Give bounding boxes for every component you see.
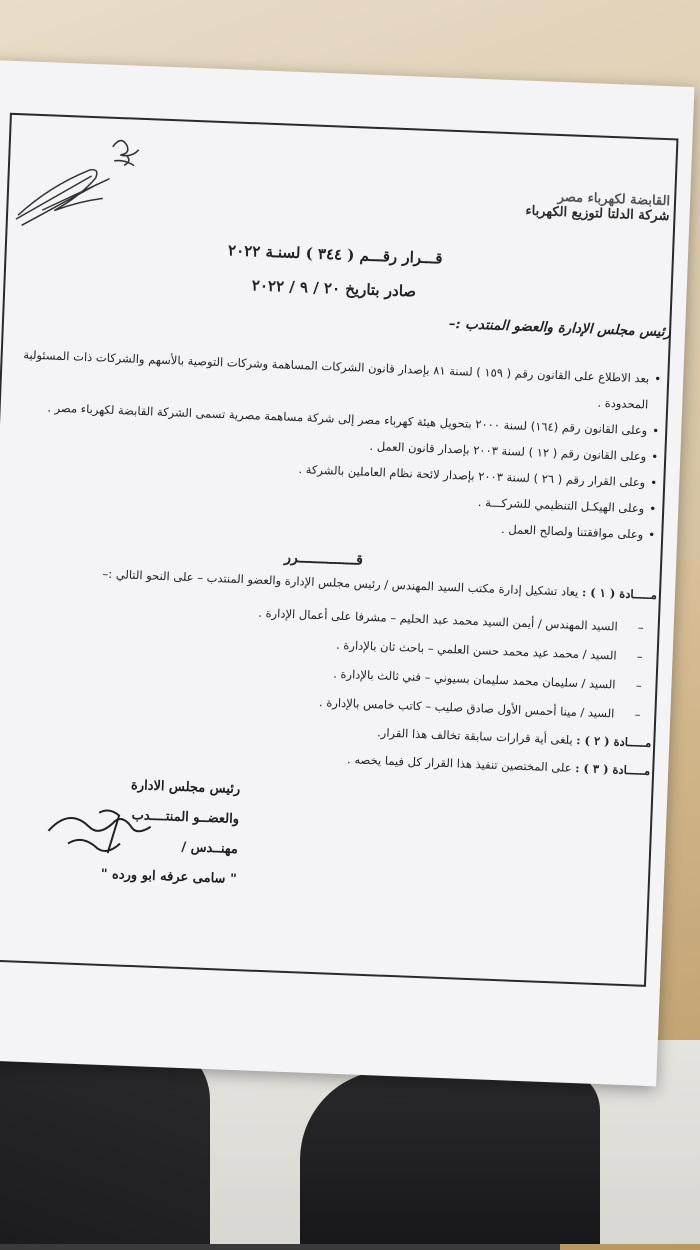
recitals-list: [15, 341, 662, 547]
recital-item: • وعلى موافقتنا ولصالح العمل .: [15, 497, 656, 548]
member-item: – السيد / محمد عيد محمد حسن العلمي – باحث ثان بالإدارة .: [42, 619, 643, 671]
issue-date: صادر بتاريخ ٢٠ / ٩ / ٢٠٢٢: [251, 276, 417, 301]
addressee: رئيس مجلس الإدارة والعضو المنتدب :–: [448, 315, 672, 341]
dark-cloth-left: [0, 1040, 210, 1244]
signatory-name: " سامى عرفه ابو ورده ": [100, 866, 238, 888]
company-header: [525, 189, 670, 225]
article-3-label: مـــــادة ( ٣ ) :: [574, 760, 651, 778]
decision-paper: [0, 60, 694, 1086]
signature-title-chairman: رئيس مجلس الادارة: [130, 777, 241, 798]
holding-company-name: القابضة لكهرباء مصر: [557, 189, 671, 210]
recital-item: • وعلى القرار رقم ( ٢٦ ) لسنة ٢٠٠٣ بإصدار لائحة نظام العاملين بالشركة .: [17, 445, 658, 496]
company-name: شركة الدلتا لتوزيع الكهرباء: [525, 203, 670, 225]
recital-item: • وعلى القانون رقم (١٦٤) لسنة ٢٠٠٠ بتحويل هيئة كهرباء مصر إلى شركة مساهمة مصرية تسمى الشركة القابضة لكهرباء مصر .: [19, 393, 660, 444]
recital-item: • وعلى الهيكـل التنظيمي للشركـــة .: [16, 471, 657, 522]
members-list: [40, 590, 644, 729]
signature-prefix: مهنــدس /: [181, 839, 239, 858]
member-item: – السيد المهندس / أيمن السيد محمد عبد الحليم – مشرفا على أعمال الإدارة .: [44, 590, 645, 642]
dark-cloth-right: [300, 1070, 600, 1244]
article-3-text: على المختصين تنفيذ هذا القرار كل فيما يخصه .: [346, 752, 572, 775]
decides-heading: قــــــــــــــرر: [283, 549, 364, 569]
signature-title-md: والعضــو المنتــــدب: [131, 807, 240, 828]
recital-item: • بعد الاطلاع على القانون رقم ( ١٥٩ ) لسنة ٨١ بإصدار قانون الشركات المساهمة وشركات التوصية بالأسهم والشركات ذات المسئولية المحدودة .: [20, 341, 662, 418]
article-2-text: يلغى أية قرارات سابقة تخالف هذا القرار.: [376, 725, 573, 747]
member-item: – السيد / سليمان محمد سليمان بسيوني – فني ثالث بالإدارة .: [41, 648, 642, 700]
signature-block: [16, 767, 240, 895]
article-2-label: مـــــادة ( ٢ ) :: [576, 733, 652, 750]
article-1-text: يعاد تشكيل إدارة مكتب السيد المهندس / رئيس مجلس الإدارة والعضو المنتدب – على النحو التالي :–: [102, 566, 579, 599]
article-1-label: مـــــادة ( ١ ) :: [581, 585, 658, 602]
member-item: – السيد / مينا أحمس الأول صادق صليب – كاتب خامس بالإدارة .: [40, 677, 641, 729]
decision-title: قـــرار رقـــم ( ٣٤٤ ) لسنـة ٢٠٢٢: [227, 241, 443, 268]
recital-item: • وعلى القانون رقم ( ١٢ ) لسنة ٢٠٠٣ بإصدار قانون العمل .: [18, 419, 659, 470]
